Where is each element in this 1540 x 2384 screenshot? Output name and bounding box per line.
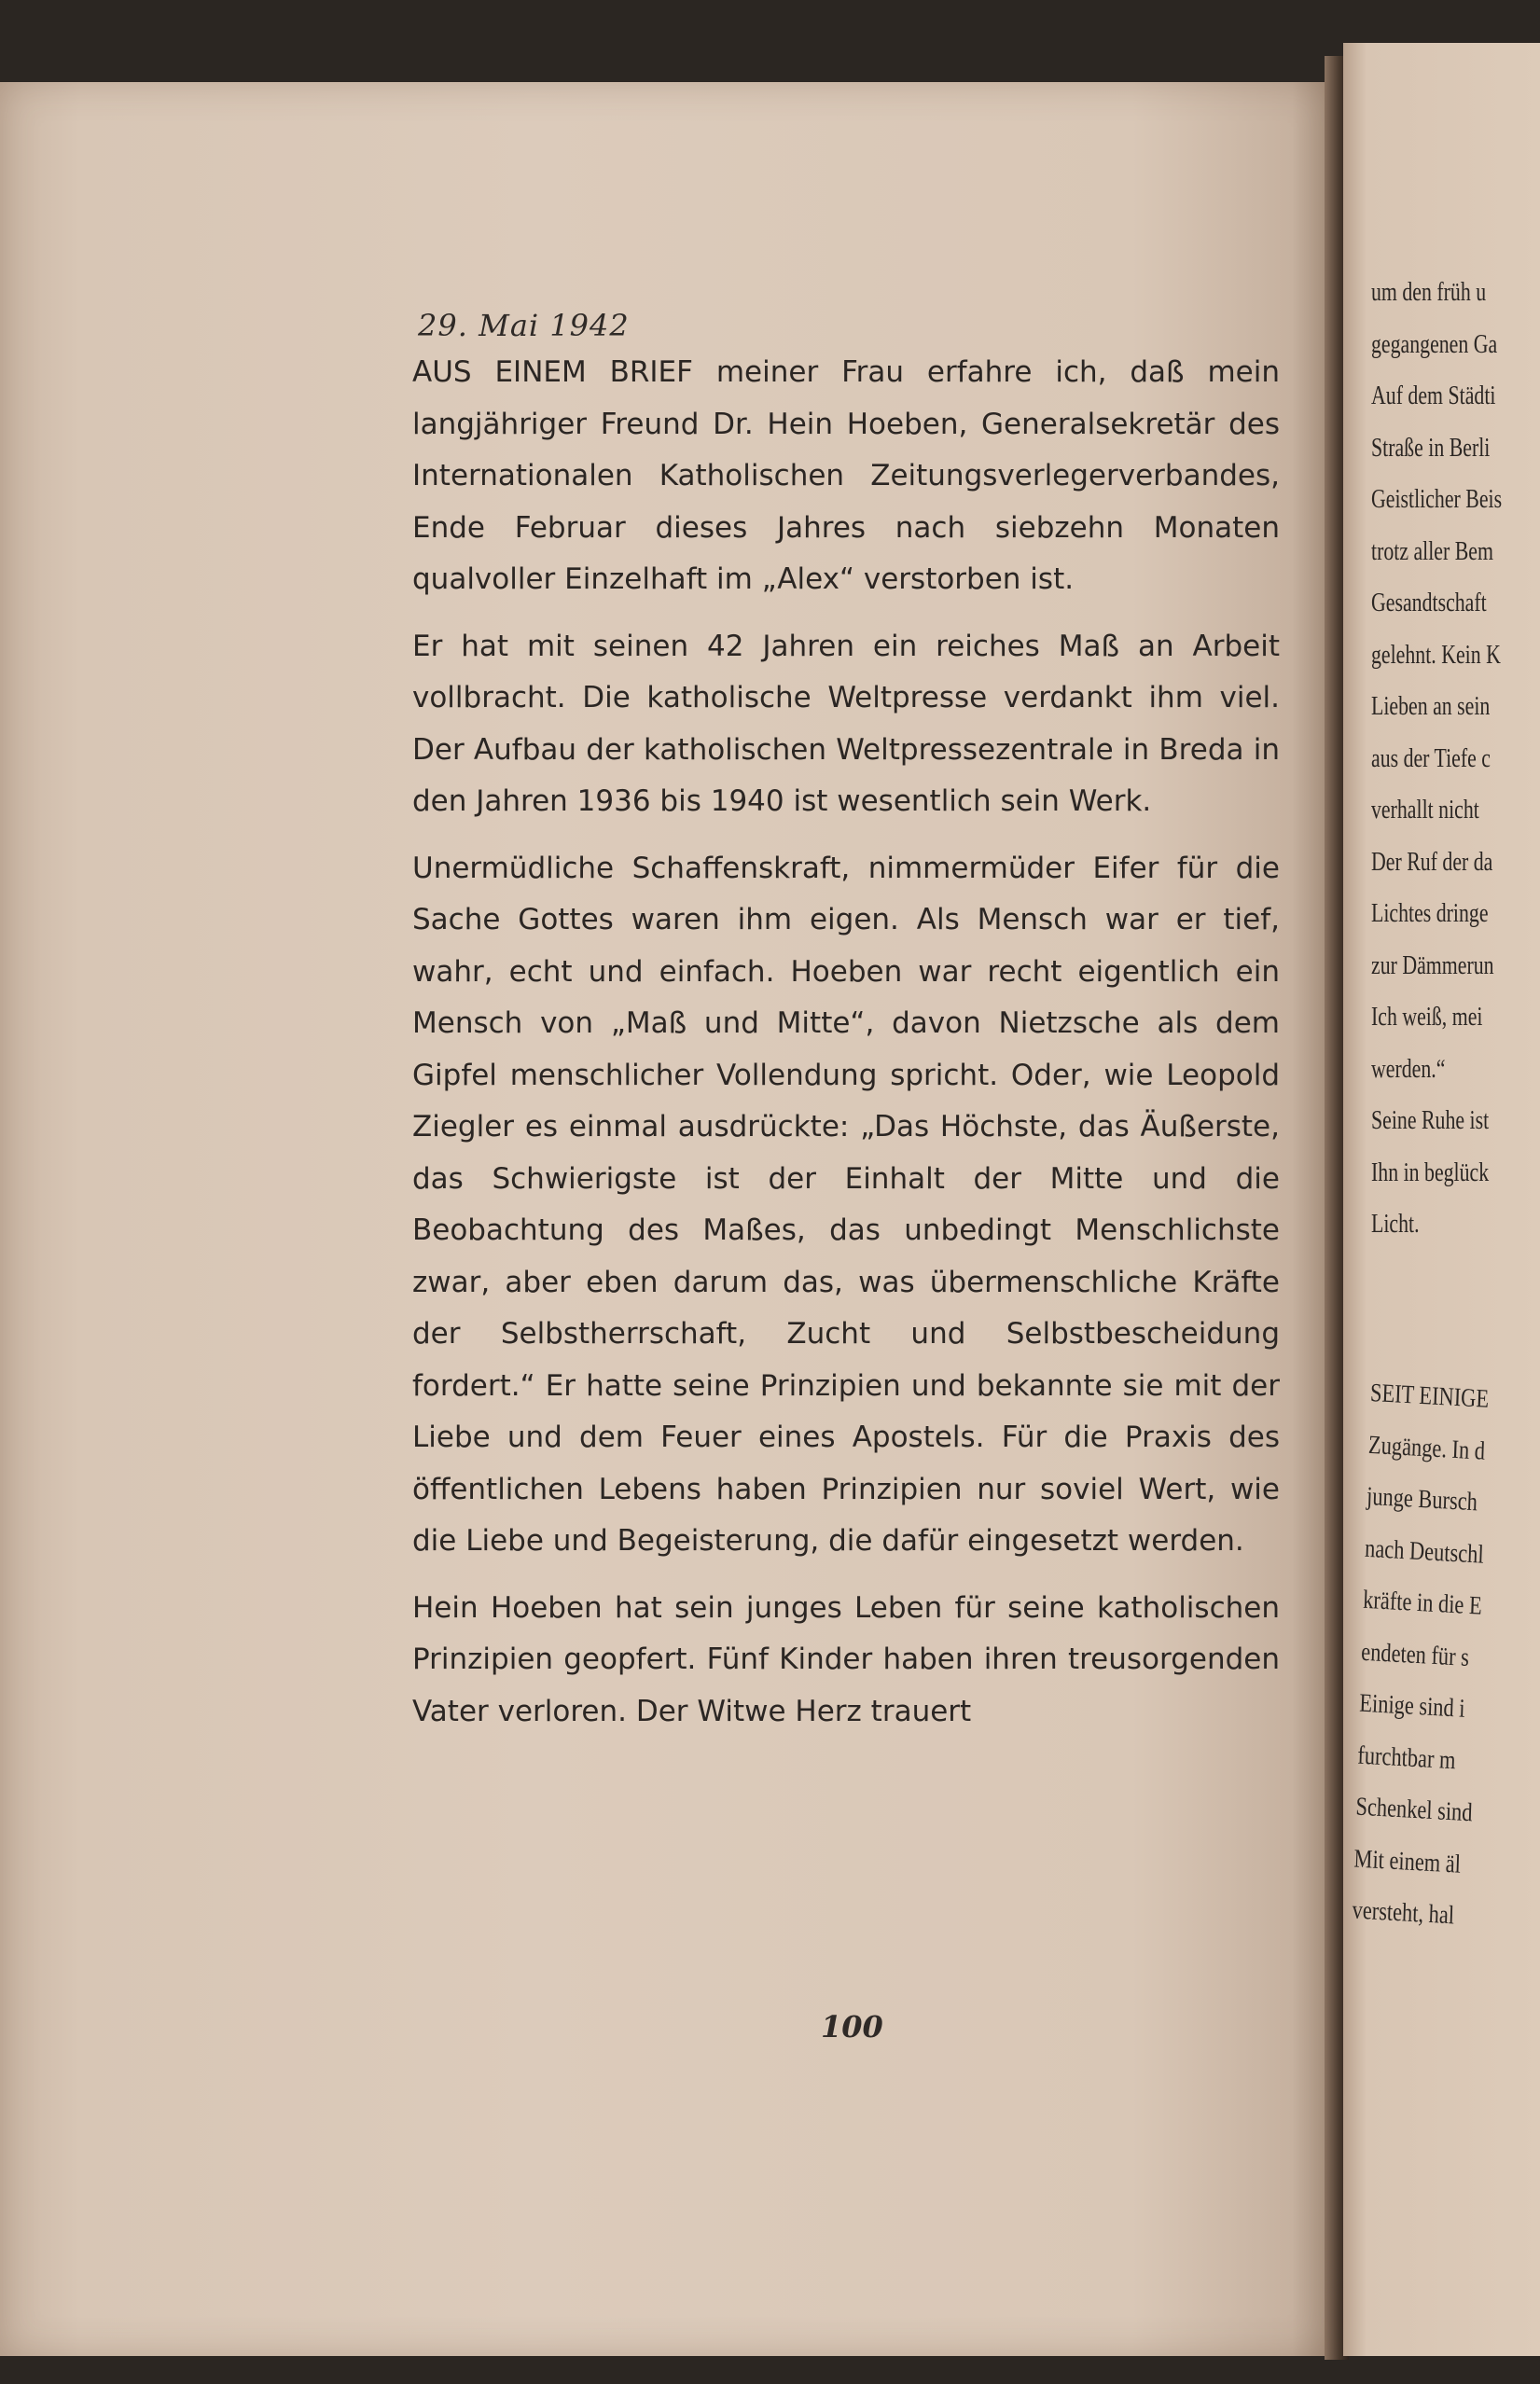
right-line: trotz aller Bem xyxy=(1371,536,1493,566)
right-line: kräfte in die E xyxy=(1362,1585,1483,1621)
entry-date: 29. Mai 1942 xyxy=(418,308,630,343)
right-line: um den früh u xyxy=(1371,278,1487,307)
left-page-body xyxy=(412,347,1280,1753)
right-line: versteht, hal xyxy=(1352,1895,1455,1931)
right-line: nach Deutschl xyxy=(1364,1533,1485,1570)
right-line: Lichtes dringe xyxy=(1371,899,1489,928)
right-line: Einige sind i xyxy=(1358,1688,1466,1724)
paragraph-3: Unermüdliche Schaffenskraft, nimmermüder Eifer für die Sache Gottes waren ihm eigen. Als Mensch war er tief, wahr, echt und einfach. Hoeben war recht eigentlich ein Mensch von „Maß und Mitte“, davon Nietzsche als dem Gipfel menschlicher Vollendung spricht. Oder, wie Leopold Ziegler es einmal ausdrückte: „Das Höchste, das Äußerste, das Schwierigste ist der Einhalt der Mitte und die Beobachtung des Maßes, das unbedingt Menschlichste zwar, aber eben darum das, was übermenschliche Kräfte der Selbstherrschaft, Zucht und Selbstbescheidung fordert.“ Er hatte seine Prinzipien und bekannte sie mit der Liebe und dem Feuer eines Apostels. Für die Praxis des öffentlichen Lebens haben Prinzipien nur soviel Wert, wie die Liebe und Begeisterung, die dafür eingesetzt werden. xyxy=(412,851,1280,1558)
right-line: Geistlicher Beis xyxy=(1371,485,1503,514)
paragraph-2: Er hat mit seinen 42 Jahren ein reiches Maß an Arbeit vollbracht. Die katholische Weltpresse verdankt ihm viel. Der Aufbau der katholischen Weltpressezentrale in Breda in den Jahren 1936 bis 1940 ist wesentlich sein Werk. xyxy=(412,629,1280,818)
right-line: zur Dämmerun xyxy=(1371,950,1494,980)
right-line: Zugänge. In d xyxy=(1367,1430,1486,1466)
right-line: junge Bursch xyxy=(1366,1481,1478,1518)
right-line: Licht. xyxy=(1371,1210,1420,1239)
right-line: furchtbar m xyxy=(1356,1740,1457,1775)
right-line: aus der Tiefe c xyxy=(1371,743,1491,773)
paragraph-4: Hein Hoeben hat sein junges Leben für seine katholischen Prinzipien geopfert. Fünf Kinder haben ihren treusorgenden Vater verloren. Der Witwe Herz trauert xyxy=(412,1590,1280,1728)
right-page-partial xyxy=(1343,43,1540,2356)
right-line: Straße in Berli xyxy=(1371,433,1491,463)
right-page-bottom-text xyxy=(1352,1367,1540,1952)
page-number: 100 xyxy=(821,2009,883,2044)
right-line: gegangenen Ga xyxy=(1371,329,1498,359)
right-line: werden.“ xyxy=(1371,1054,1446,1084)
right-line: Schenkel sind xyxy=(1355,1792,1474,1828)
right-line: Mit einem äl xyxy=(1353,1844,1462,1879)
right-line: Der Ruf der da xyxy=(1371,847,1493,877)
right-line: Gesandtschaft xyxy=(1371,589,1487,617)
right-line: verhallt nicht xyxy=(1371,796,1479,825)
right-line: Lieben an sein xyxy=(1371,692,1491,721)
paragraph-1: AUS EINEM BRIEF meiner Frau erfahre ich, daß mein langjähriger Freund Dr. Hein Hoeben, Generalsekretär des Internationalen Katholischen Zeitungsverlegerverbandes, Ende Februar dieses Jahres nach siebzehn Monaten qualvoller Einzelhaft im „Alex“ verstorben ist. xyxy=(412,355,1280,596)
right-line: Ihn in beglück xyxy=(1371,1157,1490,1187)
right-line: SEIT EINIGE xyxy=(1369,1378,1490,1414)
right-page-top-text xyxy=(1371,267,1540,1251)
right-line: gelehnt. Kein K xyxy=(1371,640,1501,670)
right-line: Seine Ruhe ist xyxy=(1371,1106,1490,1135)
right-line: Auf dem Städti xyxy=(1371,381,1496,410)
right-line: Ich weiß, mei xyxy=(1371,1003,1483,1032)
right-line: endeten für s xyxy=(1360,1637,1470,1672)
